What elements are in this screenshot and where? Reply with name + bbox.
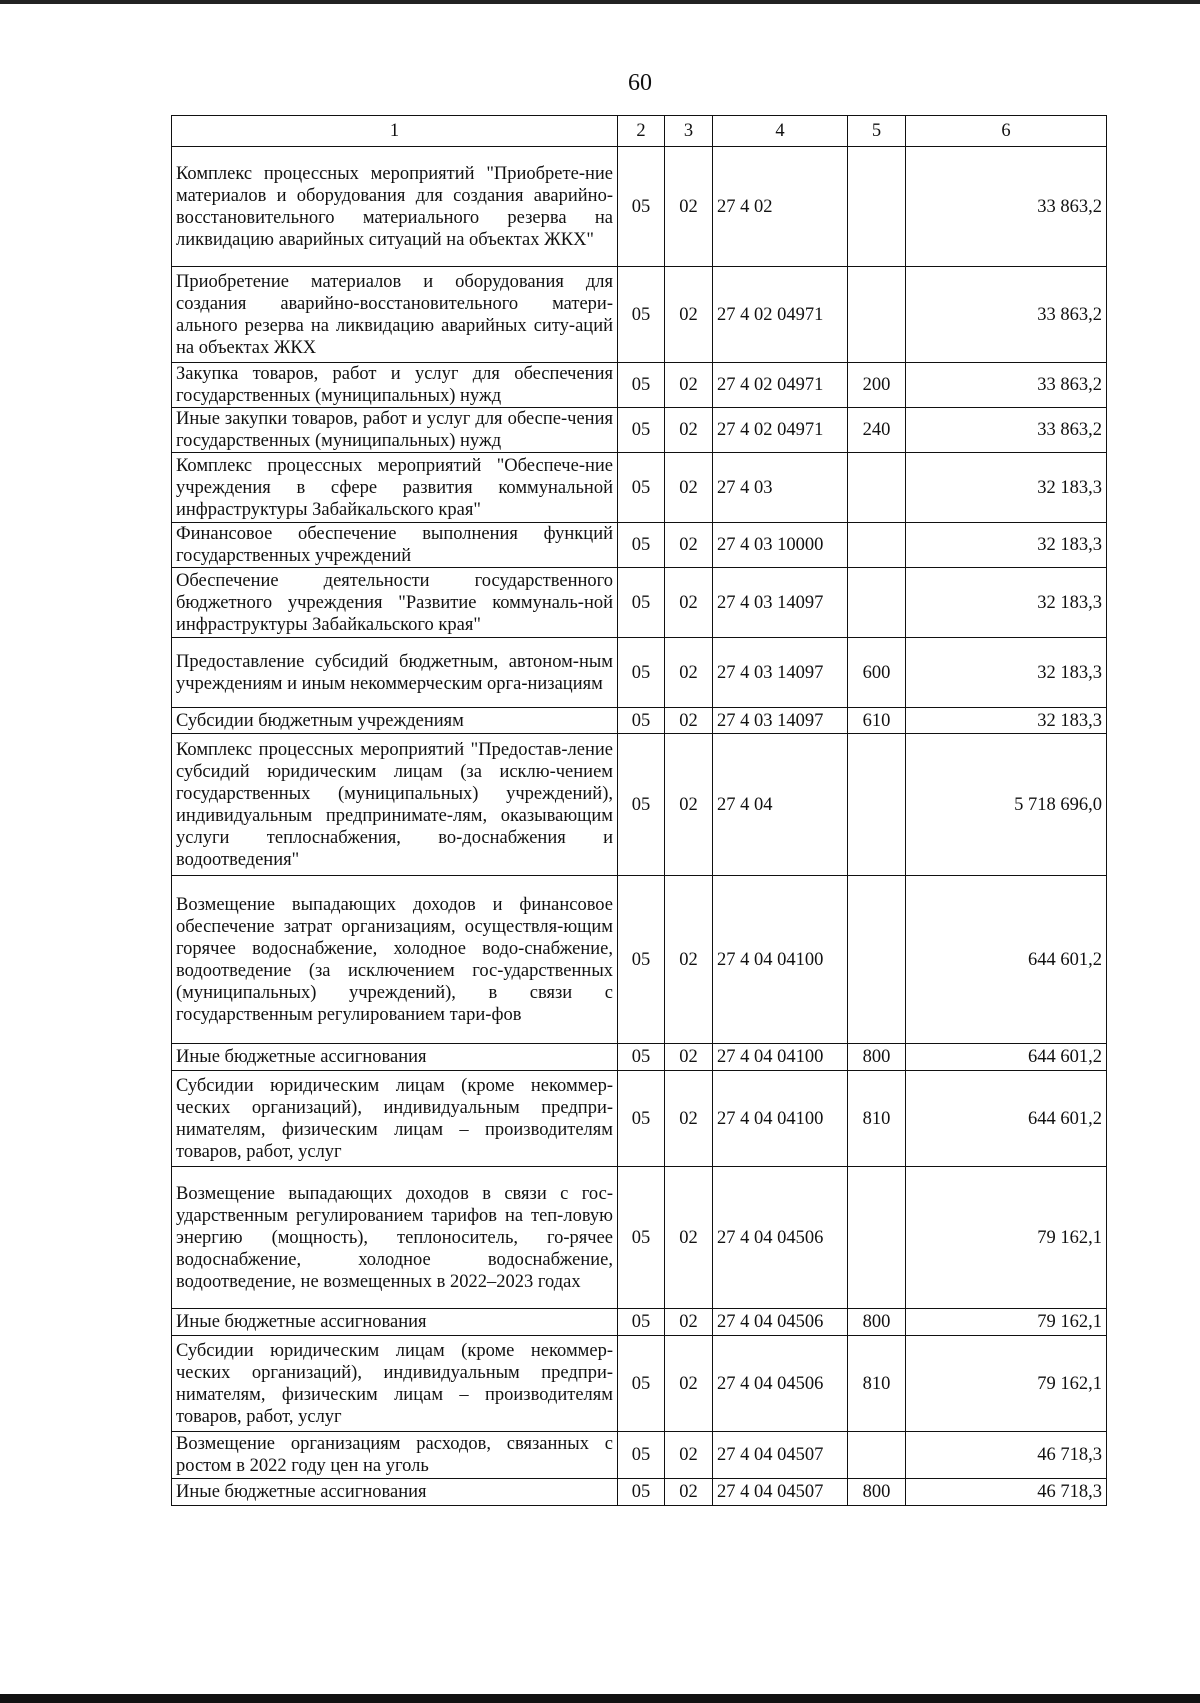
row-subsection-code: 02 — [665, 1071, 713, 1167]
row-section-code: 05 — [618, 1071, 665, 1167]
row-description: Приобретение материалов и оборудования для создания аварийно-восстановительного матери-ального резерва на ликвидацию аварийных ситу-аций на объектах ЖКХ — [172, 267, 618, 363]
row-description: Возмещение выпадающих доходов в связи с гос-ударственным регулированием тарифов на теп-ловую энергию (мощность), теплоноситель, го-рячее водоснабжение, холодное водоснабжение, водоотведение, не возмещенных в 2022–2023 годах — [172, 1167, 618, 1309]
row-expense-type — [848, 523, 906, 568]
row-section-code: 05 — [618, 453, 665, 523]
table-row — [172, 1479, 1107, 1506]
row-expense-type — [848, 1167, 906, 1309]
table-row — [172, 568, 1107, 638]
row-amount: 644 601,2 — [906, 1071, 1107, 1167]
row-amount: 32 183,3 — [906, 638, 1107, 708]
row-description: Субсидии юридическим лицам (кроме некоммер-ческих организаций), индивидуальным предпри-нимателям, физическим лицам – производителям товаров, работ, услуг — [172, 1071, 618, 1167]
row-section-code: 05 — [618, 267, 665, 363]
row-expense-type — [848, 734, 906, 876]
row-subsection-code: 02 — [665, 1432, 713, 1479]
row-expense-type: 810 — [848, 1336, 906, 1432]
table-row — [172, 453, 1107, 523]
row-expense-type — [848, 568, 906, 638]
row-amount: 33 863,2 — [906, 363, 1107, 408]
row-target-article: 27 4 04 04100 — [713, 1071, 848, 1167]
row-subsection-code: 02 — [665, 267, 713, 363]
table-row — [172, 147, 1107, 267]
row-target-article: 27 4 02 04971 — [713, 408, 848, 453]
row-description: Возмещение выпадающих доходов и финансовое обеспечение затрат организациям, осуществля-ющим горячее водоснабжение, холодное водо-снабжение, водоотведение (за исключением гос-ударственных (муниципальных) учреждений), в связи с государственным регулированием тари-фов — [172, 876, 618, 1044]
row-amount: 46 718,3 — [906, 1479, 1107, 1506]
column-header-6: 6 — [906, 116, 1107, 147]
row-expense-type — [848, 267, 906, 363]
table-row — [172, 708, 1107, 734]
row-section-code: 05 — [618, 876, 665, 1044]
table-row — [172, 876, 1107, 1044]
row-subsection-code: 02 — [665, 1479, 713, 1506]
table-row — [172, 1044, 1107, 1071]
row-section-code: 05 — [618, 1479, 665, 1506]
row-description: Иные закупки товаров, работ и услуг для обеспе-чения государственных (муниципальных) нужд — [172, 408, 618, 453]
row-subsection-code: 02 — [665, 1167, 713, 1309]
row-expense-type: 810 — [848, 1071, 906, 1167]
row-description: Субсидии юридическим лицам (кроме некоммер-ческих организаций), индивидуальным предпри-нимателям, физическим лицам – производителям товаров, работ, услуг — [172, 1336, 618, 1432]
row-expense-type: 800 — [848, 1044, 906, 1071]
row-amount: 79 162,1 — [906, 1167, 1107, 1309]
column-header-4: 4 — [713, 116, 848, 147]
row-description: Иные бюджетные ассигнования — [172, 1044, 618, 1071]
row-section-code: 05 — [618, 1167, 665, 1309]
row-target-article: 27 4 02 — [713, 147, 848, 267]
row-amount: 33 863,2 — [906, 408, 1107, 453]
row-section-code: 05 — [618, 1044, 665, 1071]
row-expense-type: 200 — [848, 363, 906, 408]
row-section-code: 05 — [618, 734, 665, 876]
column-header-2: 2 — [618, 116, 665, 147]
row-description: Возмещение организациям расходов, связанных с ростом в 2022 году цен на уголь — [172, 1432, 618, 1479]
row-target-article: 27 4 04 04506 — [713, 1336, 848, 1432]
row-target-article: 27 4 02 04971 — [713, 363, 848, 408]
row-subsection-code: 02 — [665, 408, 713, 453]
row-section-code: 05 — [618, 568, 665, 638]
column-header-1: 1 — [172, 116, 618, 147]
row-subsection-code: 02 — [665, 876, 713, 1044]
row-target-article: 27 4 02 04971 — [713, 267, 848, 363]
table-row — [172, 734, 1107, 876]
row-expense-type: 800 — [848, 1309, 906, 1336]
row-expense-type — [848, 147, 906, 267]
row-description: Закупка товаров, работ и услуг для обеспечения государственных (муниципальных) нужд — [172, 363, 618, 408]
row-section-code: 05 — [618, 1432, 665, 1479]
row-description: Иные бюджетные ассигнования — [172, 1309, 618, 1336]
row-amount: 5 718 696,0 — [906, 734, 1107, 876]
row-expense-type: 240 — [848, 408, 906, 453]
row-subsection-code: 02 — [665, 363, 713, 408]
row-target-article: 27 4 04 04100 — [713, 1044, 848, 1071]
row-target-article: 27 4 04 04506 — [713, 1309, 848, 1336]
row-subsection-code: 02 — [665, 1336, 713, 1432]
row-target-article: 27 4 03 10000 — [713, 523, 848, 568]
row-amount: 33 863,2 — [906, 147, 1107, 267]
row-section-code: 05 — [618, 1336, 665, 1432]
row-description: Комплекс процессных мероприятий "Предостав-ление субсидий юридическим лицам (за исклю-чением государственных (муниципальных) учреждений), индивидуальным предпринимате-лям, оказывающим услуги теплоснабжения, во-доснабжения и водоотведения" — [172, 734, 618, 876]
row-description: Иные бюджетные ассигнования — [172, 1479, 618, 1506]
row-target-article: 27 4 03 14097 — [713, 708, 848, 734]
column-header-3: 3 — [665, 116, 713, 147]
row-target-article: 27 4 04 04506 — [713, 1167, 848, 1309]
table-row — [172, 523, 1107, 568]
row-amount: 644 601,2 — [906, 1044, 1107, 1071]
row-amount: 32 183,3 — [906, 708, 1107, 734]
row-subsection-code: 02 — [665, 638, 713, 708]
table-row — [172, 408, 1107, 453]
row-amount: 32 183,3 — [906, 523, 1107, 568]
row-section-code: 05 — [618, 147, 665, 267]
row-section-code: 05 — [618, 363, 665, 408]
row-description: Комплекс процессных мероприятий "Приобрете-ние материалов и оборудования для создания аварийно-восстановительного материального резерва на ликвидацию аварийных ситуаций на объектах ЖКХ" — [172, 147, 618, 267]
table-body — [172, 147, 1107, 1506]
row-description: Обеспечение деятельности государственного бюджетного учреждения "Развитие коммуналь-ной инфраструктуры Забайкальского края" — [172, 568, 618, 638]
row-subsection-code: 02 — [665, 708, 713, 734]
row-amount: 79 162,1 — [906, 1336, 1107, 1432]
row-section-code: 05 — [618, 1309, 665, 1336]
row-subsection-code: 02 — [665, 568, 713, 638]
row-subsection-code: 02 — [665, 1044, 713, 1071]
row-section-code: 05 — [618, 638, 665, 708]
row-expense-type: 800 — [848, 1479, 906, 1506]
row-description: Субсидии бюджетным учреждениям — [172, 708, 618, 734]
table-row — [172, 1309, 1107, 1336]
table-row — [172, 638, 1107, 708]
row-description: Комплекс процессных мероприятий "Обеспече-ние учреждения в сфере развития коммунальной инфраструктуры Забайкальского края" — [172, 453, 618, 523]
row-description: Предоставление субсидий бюджетным, автоном-ным учреждениям и иным некоммерческим орга-низациям — [172, 638, 618, 708]
budget-table — [171, 115, 1107, 1506]
table-row — [172, 363, 1107, 408]
row-section-code: 05 — [618, 708, 665, 734]
row-target-article: 27 4 04 04507 — [713, 1432, 848, 1479]
row-amount: 33 863,2 — [906, 267, 1107, 363]
row-target-article: 27 4 03 14097 — [713, 568, 848, 638]
table-row — [172, 1432, 1107, 1479]
row-target-article: 27 4 03 — [713, 453, 848, 523]
table-row — [172, 1071, 1107, 1167]
row-section-code: 05 — [618, 408, 665, 453]
row-section-code: 05 — [618, 523, 665, 568]
bottom-scan-edge — [0, 1694, 1200, 1703]
table-row — [172, 1167, 1107, 1309]
row-amount: 79 162,1 — [906, 1309, 1107, 1336]
row-target-article: 27 4 04 — [713, 734, 848, 876]
table-row — [172, 267, 1107, 363]
row-expense-type — [848, 876, 906, 1044]
table-header-row — [172, 116, 1107, 147]
row-target-article: 27 4 04 04507 — [713, 1479, 848, 1506]
row-amount: 644 601,2 — [906, 876, 1107, 1044]
row-expense-type: 600 — [848, 638, 906, 708]
row-subsection-code: 02 — [665, 734, 713, 876]
row-expense-type: 610 — [848, 708, 906, 734]
top-scan-edge — [0, 0, 1200, 4]
table-row — [172, 1336, 1107, 1432]
row-amount: 46 718,3 — [906, 1432, 1107, 1479]
row-target-article: 27 4 04 04100 — [713, 876, 848, 1044]
row-subsection-code: 02 — [665, 453, 713, 523]
row-target-article: 27 4 03 14097 — [713, 638, 848, 708]
page-number: 60 — [628, 70, 652, 96]
row-subsection-code: 02 — [665, 147, 713, 267]
row-subsection-code: 02 — [665, 1309, 713, 1336]
row-expense-type — [848, 453, 906, 523]
column-header-5: 5 — [848, 116, 906, 147]
row-expense-type — [848, 1432, 906, 1479]
row-amount: 32 183,3 — [906, 568, 1107, 638]
row-subsection-code: 02 — [665, 523, 713, 568]
row-description: Финансовое обеспечение выполнения функций государственных учреждений — [172, 523, 618, 568]
row-amount: 32 183,3 — [906, 453, 1107, 523]
